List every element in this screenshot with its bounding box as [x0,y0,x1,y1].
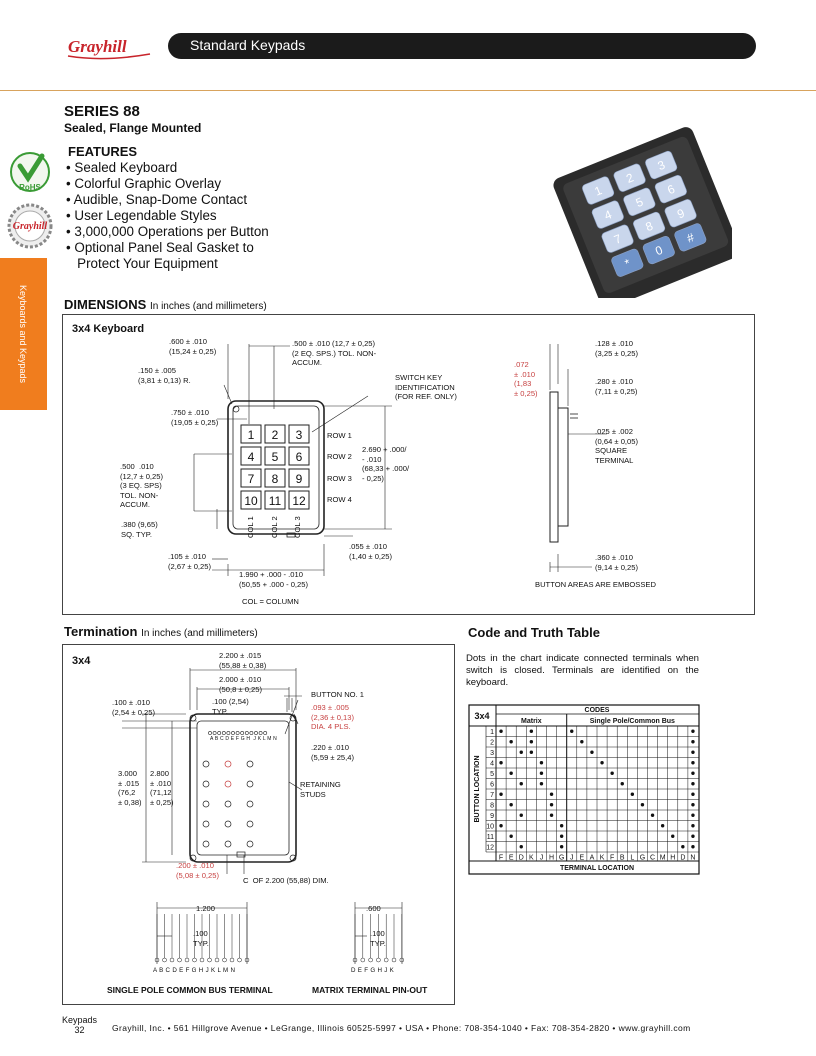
truth-table-row-label: 7 [490,792,494,799]
row-label-1: ROW 1 [327,431,352,440]
retaining-stud-icon [225,801,231,807]
term-label-220: .220 ± .010 (5,59 ± 25,4) [311,743,355,762]
dimensions-heading: DIMENSIONS [64,297,147,312]
spcb-dot [621,782,624,785]
truth-table [468,704,700,875]
spcb-dot [641,803,644,806]
spcb-dot [681,845,684,848]
common-bus-dot [691,761,694,764]
top-pin-icon [250,731,253,734]
single-pole-label: Single Pole/Common Bus [589,718,675,725]
truth-table-col-label: N [690,854,696,862]
matrix-dot [530,740,533,743]
term-label-1200: 1.200 [196,904,216,913]
page-number: Keypads 32 [62,1015,98,1035]
truth-table-col-label: J [570,854,574,862]
svg-text:Grayhill: Grayhill [68,37,127,56]
top-pin-icon [208,731,211,734]
matrix-dot [499,730,502,733]
matrix-dot [560,835,563,838]
matrix-dot [560,824,563,827]
photo-key-label: # [684,230,697,246]
term-label-2800: 2.800 ± .010 (71,12 ± 0,25) [150,769,174,807]
common-bus-dot [691,803,694,806]
truth-table-row-label: 2 [490,739,494,747]
spcb-dot [671,835,674,838]
common-bus-dot [691,740,694,743]
pin-icon [163,958,167,962]
truth-table-col-label: H [549,854,555,862]
retaining-stud-icon [225,781,231,787]
truth-table-col-label: K [599,854,605,862]
rohs-badge-icon [8,148,52,200]
dim-label-280: .280 ± .010 (7,11 ± 0,25) [595,377,638,396]
series-subtitle: Sealed, Flange Mounted [64,121,202,135]
pin-icon [361,958,365,962]
term-label-100-b: .100 TYP. [370,929,386,948]
retaining-stud-icon [203,801,209,807]
dim-key-label: 2 [271,428,279,442]
pin-icon [170,958,174,962]
matrix-dot [509,772,512,775]
matrix-dot [530,751,533,754]
dim-label-072: .072 ± .010 (1,83 ± 0,25) [514,360,538,398]
photo-key-label: 3 [655,157,668,174]
spcb-dot [590,751,593,754]
dim-label-055: .055 ± .010 (1,40 ± 0,25) [349,542,393,561]
truth-table-row-label: 10 [486,823,494,831]
terminal-location-label: TERMINAL LOCATION [559,865,635,872]
dim-key-label: 12 [292,494,306,508]
photo-key-label: 8 [643,218,655,235]
dim-key-label: 3 [295,428,303,442]
spcb-dot [651,814,654,817]
matrix-dot [520,751,523,754]
truth-table-col-label: E [508,854,514,862]
photo-key-label: * [622,255,633,271]
term-label-100-a: .100 TYP. [193,929,209,948]
common-bus-dot [691,772,694,775]
top-pin-icon [218,731,221,734]
matrix-dot [550,793,553,796]
truth-table-row-label: 5 [490,771,494,778]
termination-subheading: In inches (and millimeters) [141,628,258,639]
term-label-100-top: .100 (2,54) TYP. [212,697,249,716]
row-label-3: ROW 3 [327,474,352,483]
truth-table-col-label: D [680,854,686,862]
top-pin-icon [245,731,248,734]
termination-panel-title: 3x4 [72,655,91,667]
feature-item: • Audible, Snap-Dome Contact [66,192,248,207]
common-bus-dot [691,824,694,827]
spcb-dot [600,761,603,764]
keypad-product-photo [546,120,732,298]
term-label-2200: 2.200 ± .015 (55,88 ± 0,38) [219,651,267,670]
retaining-stud-icon [203,781,209,787]
dim-label-2690: 2.690 + .000/ - .010 (68,33 + .000/ - 0,25) [362,445,410,483]
top-pin-icon [259,731,262,734]
truth-table-row-label: 6 [490,781,494,789]
series-title: SERIES 88 [64,103,140,120]
truth-table-col-label: K [529,854,534,862]
dim-key-label: 11 [268,494,282,508]
feature-item: • Sealed Keyboard [66,160,178,175]
photo-key-label: 2 [624,170,636,186]
truth-table-row-label: 4 [490,760,494,768]
common-bus-dot [691,814,694,817]
caption-single-pole: SINGLE POLE COMMON BUS TERMINAL [107,985,273,995]
dim-key-label: 10 [244,494,258,508]
pin-icon [208,958,212,962]
truth-table-row-label: 1 [490,729,494,736]
side-tab-label: Keyboards and Keypads [18,284,29,384]
dim-label-025: .025 ± .002 (0,64 ± 0,05) SQUARE TERMINAL [595,427,639,465]
retaining-stud-icon [225,821,231,827]
truth-table-col-label: A [589,854,595,862]
truth-table-col-label: J [539,854,544,862]
spcb-dot [570,730,573,733]
photo-key-label: 5 [633,194,646,211]
dim-label-1990: 1.990 + .000 - .010 (50,55 + .000 - 0,25) [239,570,309,589]
term-label-2000: 2.000 ± .010 (50,8 ± 0,25) [219,675,263,694]
switch-id-note: SWITCH KEY IDENTIFICATION (FOR REF. ONLY) [395,373,457,401]
dim-label-360: .360 ± .010 (9,14 ± 0,25) [595,553,639,572]
grayhill-seal-icon [6,202,54,250]
caption-matrix: MATRIX TERMINAL PIN-OUT [312,985,428,995]
matrix-dot [520,782,523,785]
top-pin-icon [222,731,225,734]
truth-table-row-label: 3 [490,750,494,757]
matrix-dot [550,803,553,806]
photo-key-label: 6 [665,181,677,198]
term-label-100-left: .100 ± .010 (2,54 ± 0,25) [112,698,156,717]
top-pin-icon [213,731,216,734]
feature-item: • 3,000,000 Operations per Button [66,224,269,239]
retaining-stud-icon [247,801,253,807]
dim-key-label: 5 [271,450,279,464]
truth-table-col-label: C [650,854,656,862]
matrix-dot [530,730,533,733]
features-heading: FEATURES [68,144,138,159]
matrix-dot [509,740,512,743]
code-table-heading: Code and Truth Table [468,625,600,640]
truth-table-col-label: G [639,854,646,862]
matrix-dot [550,814,553,817]
dim-key-label: 4 [247,450,255,464]
truth-table-row-label: 8 [490,802,494,810]
pin-icon [369,958,373,962]
top-pin-icon [264,731,267,734]
truth-table-col-label: F [610,854,615,862]
truth-table-row-label: 12 [486,844,494,852]
feature-item: • Optional Panel Seal Gasket to [66,240,254,255]
centerline-label: C OF 2.200 (55,88) DIM. [243,876,329,885]
matrix-dot [499,824,502,827]
embossed-note: BUTTON AREAS ARE EMBOSSED [535,580,656,589]
col-label-2: COL 2 [270,516,279,538]
pin-icon [230,958,234,962]
retaining-stud-icon [225,841,231,847]
photo-key-label: 1 [592,183,604,199]
truth-table-frame [469,705,699,874]
feature-item: Protect Your Equipment [66,256,218,271]
dimensions-subheading: In inches (and millimeters) [149,301,267,312]
truth-table-col-label: H [670,854,676,862]
truth-table-row-label: 11 [486,834,494,841]
dim-label-600: .600 ± .010 (15,24 ± 0,25) [169,337,217,356]
spcb-dot [580,740,583,743]
code-table-description: Dots in the chart indicate connected terminals when switch is closed. Terminals are identified on the keyboard. [466,653,699,688]
matrix-dot [560,845,563,848]
truth-table-row-label: 9 [490,813,494,820]
truth-table-col-label: L [630,854,635,862]
pin-icon [223,958,227,962]
pin-icon [215,958,219,962]
matrix-dot [540,772,543,775]
spcb-dot [631,793,634,796]
truth-table-col-label: F [498,854,504,862]
dim-label-750: .750 ± .010 (19,05 ± 0,25) [171,408,219,427]
retaining-stud-icon [247,781,253,787]
matrix-label: Matrix [521,718,542,725]
pin-letters-top: A B C D E F G H J K L M N [210,736,277,742]
common-bus-dot [691,730,694,733]
dim-key-label: 1 [247,428,255,442]
top-pin-icon [241,731,244,734]
termination-heading: Termination [64,624,138,639]
pin-letters-single-pole: A B C D E F G H J K L M N [153,967,236,974]
row-label-2: ROW 2 [327,452,352,461]
pin-icon [384,958,388,962]
button-location-label: BUTTON LOCATION [474,755,481,823]
dim-label-150: .150 ± .005 (3,81 ± 0,13) R. [138,366,191,385]
matrix-dot [509,803,512,806]
features-list [66,160,269,272]
col-label-1: COL 1 [246,516,255,538]
dim-key-label: 6 [295,450,303,464]
truth-table-col-label: B [619,854,625,862]
common-bus-dot [691,782,694,785]
footer-contact: Grayhill, Inc. • 561 Hillgrove Avenue • LeGrange, Illinois 60525-5997 • USA • Phone: 708-354-1040 • Fax: 708-354-2820 • www.grayhill.com [112,1023,691,1033]
retaining-stud-icon [247,841,253,847]
top-pin-icon [231,731,234,734]
dimensions-panel-title: 3x4 Keyboard [72,323,145,335]
matrix-dot [520,845,523,848]
retaining-stud-icon [247,821,253,827]
common-bus-dot [691,793,694,796]
pin-icon [376,958,380,962]
retaining-stud-icon [247,761,253,767]
pin-icon [392,958,396,962]
svg-text:Grayhill: Grayhill [12,221,48,232]
photo-key-label: 7 [612,231,624,247]
truth-table-col-label: G [558,854,565,862]
dim-key-label: 9 [295,472,303,486]
pin-icon [185,958,189,962]
common-bus-dot [691,835,694,838]
matrix-dot [499,761,502,764]
pin-icon [200,958,204,962]
top-pin-icon [227,731,230,734]
term-label-093: .093 ± .005 (2,36 ± 0,13) DIA. 4 PLS. [311,703,355,731]
dim-label-128: .128 ± .010 (3,25 ± 0,25) [595,339,639,358]
pin-icon [178,958,182,962]
retaining-stud-icon [203,761,209,767]
photo-key-label: 0 [653,242,665,259]
dim-label-col-note: COL = COLUMN [242,597,299,606]
retaining-stud-icon [225,761,231,767]
truth-table-col-label: M [659,854,666,862]
dim-label-105: .105 ± .010 (2,67 ± 0,25) [168,552,212,571]
codes-label: CODES [584,707,610,714]
feature-item: • User Legendable Styles [66,208,217,223]
matrix-dot [520,814,523,817]
term-label-3000: 3.000 ± .015 (76,2 ± 0,38) [118,769,142,807]
matrix-dot [540,782,543,785]
matrix-dot [540,761,543,764]
truth-table-col-label: E [579,854,585,862]
spcb-dot [661,824,664,827]
col-label-3: COL 3 [293,516,302,538]
feature-item: • Colorful Graphic Overlay [66,176,222,191]
retaining-stud-icon [203,841,209,847]
top-pin-icon [236,731,239,734]
dim-label-380: .380 (9,65) SQ. TYP. [121,520,158,539]
top-pin-icon [254,731,257,734]
matrix-dot [499,793,502,796]
header-divider [0,90,816,91]
term-label-600: .600 [366,904,381,913]
svg-text:RoHS: RoHS [19,183,41,192]
photo-key-label: 4 [602,207,614,223]
pin-icon [238,958,242,962]
page-header-title: Standard Keypads [190,37,306,53]
dim-key-label: 7 [247,472,255,486]
button-no-1-label: BUTTON NO. 1 [311,690,365,699]
dim-label-500-top: .500 ± .010 (12,7 ± 0,25) (2 EQ. SPS.) TOL. NON- ACCUM. [292,339,377,367]
retaining-studs-label: RETAINING STUDS [300,780,341,799]
dim-key-label: 8 [271,472,279,486]
pin-letters-matrix: D E F G H J K [351,967,395,974]
term-label-200: .200 ± .010 (5,08 ± 0,25) [176,861,220,880]
photo-key-label: 9 [675,205,687,222]
row-label-4: ROW 4 [327,495,352,504]
truth-table-corner-label: 3x4 [474,711,490,721]
truth-table-col-label: D [518,854,524,862]
pin-icon [193,958,197,962]
grayhill-logo [64,34,154,64]
dim-label-500-left: .500 .010 (12,7 ± 0,25) (3 EQ. SPS) TOL. NON- ACCUM. [120,462,164,509]
common-bus-dot [691,845,694,848]
matrix-dot [509,835,512,838]
common-bus-dot [691,751,694,754]
spcb-dot [610,772,613,775]
retaining-stud-icon [203,821,209,827]
